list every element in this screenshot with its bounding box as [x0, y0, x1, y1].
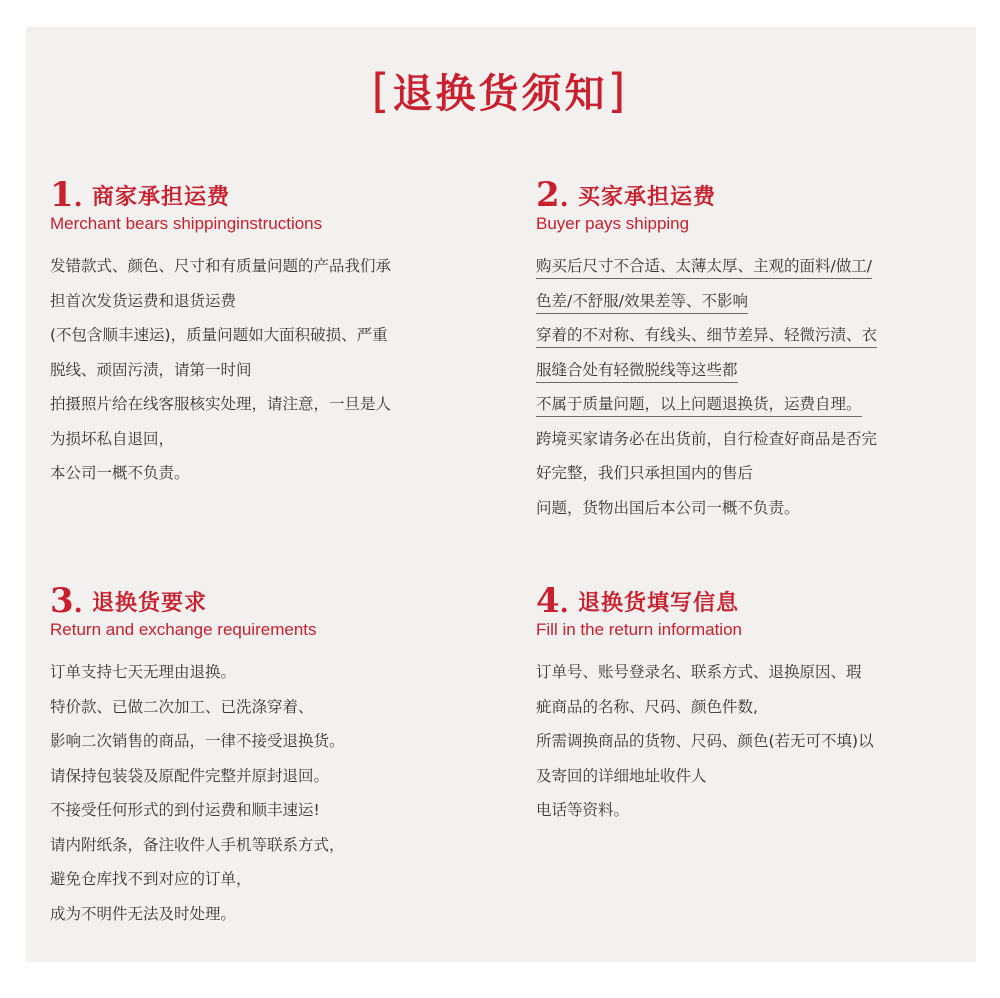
section-title-cn: 买家承担运费	[578, 185, 717, 210]
section-heading	[536, 581, 976, 625]
body-line: 成为不明件无法及时处理。	[50, 904, 237, 923]
section-return-information	[536, 581, 976, 828]
section-number: 1.	[50, 175, 83, 215]
body-line: 影响二次销售的商品，一律不接受退换货。	[50, 732, 345, 750]
body-line: 拍摄照片给在线客服核实处理，请注意，一旦是人	[50, 395, 392, 413]
section-buyer-pays	[536, 175, 976, 525]
body-line: 请保持包装袋及原配件完整并原封退回。	[50, 766, 330, 785]
body-line: 避免仓库找不到对应的订单，	[50, 870, 252, 888]
body-line: 订单号、账号登录名、联系方式、退换原因、瑕	[536, 663, 862, 681]
section-heading	[536, 175, 976, 219]
body-line: 订单支持七天无理由退换。	[50, 663, 237, 681]
body-line: 购买后尺寸不合适、太薄太厚、主观的面料/做工/	[536, 257, 872, 279]
body-line: 电话等资料。	[536, 801, 630, 819]
body-line: 疵商品的名称、尺码、颜色件数,	[536, 697, 758, 716]
body-line: 担首次发货运费和退货运费	[50, 291, 237, 310]
body-line: 问题，货物出国后本公司一概不负责。	[536, 498, 800, 517]
body-line: 好完整，我们只承担国内的售后	[536, 464, 754, 482]
section-heading	[50, 581, 490, 625]
body-line: 不属于质量问题，以上问题退换货，运费自理。	[536, 395, 862, 417]
section-number: 4.	[536, 581, 569, 621]
body-line: 特价款、已做二次加工、已洗涤穿着、	[50, 697, 314, 716]
section-number: 3.	[50, 581, 83, 621]
body-line: 服缝合处有轻微脱线等这些都	[536, 361, 738, 383]
section-title-cn: 商家承担运费	[92, 185, 231, 210]
section-number: 2.	[536, 175, 569, 215]
body-line: 本公司一概不负责。	[50, 464, 190, 482]
section-heading	[50, 175, 490, 219]
body-line: 色差/不舒服/效果差等、不影响	[536, 292, 748, 314]
body-line: 穿着的不对称、有线头、细节差异、轻微污渍、衣	[536, 326, 877, 348]
body-line: 发错款式、颜色、尺寸和有质量问题的产品我们承	[50, 257, 392, 275]
section-merchant-pays	[50, 175, 490, 491]
section-return-requirements	[50, 581, 490, 931]
section-title-en: Buyer pays shipping	[536, 214, 690, 233]
body-line: 所需调换商品的货物、尺码、颜色(若无可不填)以	[536, 732, 874, 750]
section-body	[536, 655, 976, 828]
section-title-cn: 退换货填写信息	[578, 591, 740, 616]
section-body	[536, 249, 976, 525]
section-title-en: Merchant bears shippinginstructions	[50, 214, 323, 233]
body-line: 及寄回的详细地址收件人	[536, 766, 707, 785]
section-body	[50, 249, 490, 491]
section-title-en: Return and exchange requirements	[50, 620, 317, 639]
body-line: 为损坏私自退回，	[50, 429, 175, 448]
body-line: 跨境买家请务必在出货前，自行检查好商品是否完	[536, 429, 878, 448]
page-title: [退换货须知]	[371, 64, 629, 118]
body-line: (不包含顺丰速运)，质量问题如大面积破损、严重	[50, 326, 388, 344]
section-title-cn: 退换货要求	[92, 591, 208, 616]
body-line: 脱线、顽固污渍，请第一时间	[50, 360, 252, 379]
body-line: 请内附纸条，备注收件人手机等联系方式，	[50, 835, 345, 854]
section-title-en: Fill in the return information	[536, 620, 742, 639]
body-line: 不接受任何形式的到付运费和顺丰速运!	[50, 801, 320, 819]
section-body	[50, 655, 490, 931]
